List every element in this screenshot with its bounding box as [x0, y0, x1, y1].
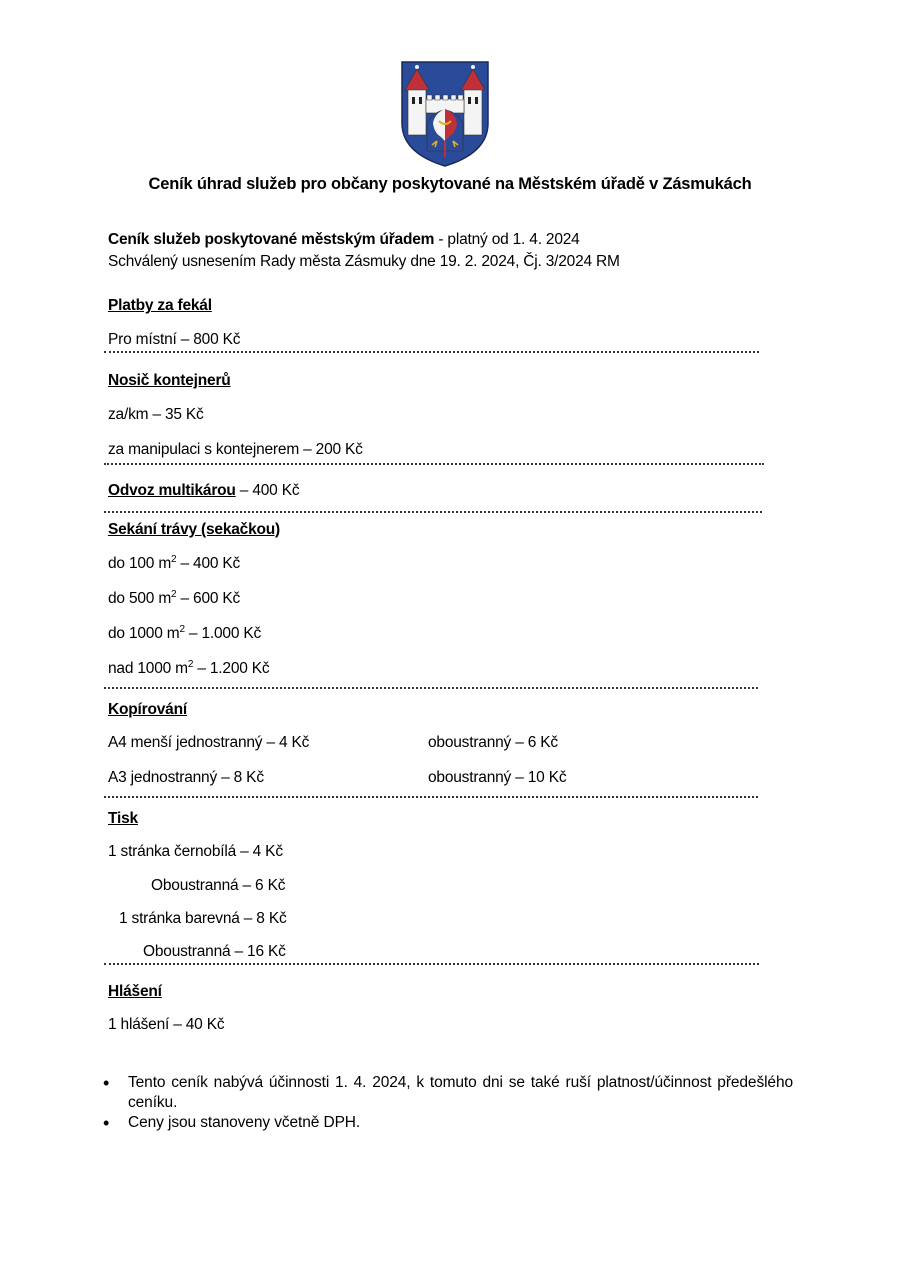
- price-item: Pro místní – 800 Kč: [108, 331, 241, 348]
- price-item-multikara: [108, 482, 299, 500]
- area-price: – 1.200 Kč: [193, 660, 270, 677]
- note-text: Tento ceník nabývá účinnosti 1. 4. 2024, k tomuto dni se také ruší platnost/účinnost předešlého ceníku.: [128, 1074, 793, 1111]
- price-item: 1 hlášení – 40 Kč: [108, 1016, 225, 1033]
- price-item: 1 stránka barevná – 8 Kč: [119, 910, 287, 927]
- section-heading-sekani: Sekání trávy (sekačkou): [108, 521, 281, 538]
- price-item: Oboustranná – 16 Kč: [143, 943, 286, 960]
- page-title: Ceník úhrad služeb pro občany poskytované na Městském úřadě v Zásmukách: [148, 175, 752, 193]
- dotted-divider: [104, 463, 764, 465]
- intro-bold: Ceník služeb poskytované městským úřadem: [108, 231, 435, 248]
- intro-line-2: Schválený usnesením Rady města Zásmuky dne 19. 2. 2024, Čj. 3/2024 RM: [108, 253, 620, 270]
- dotted-divider: [104, 796, 758, 798]
- superscript: 2: [179, 624, 185, 635]
- section-heading-hlaseni: Hlášení: [108, 983, 162, 1000]
- price-item: [108, 590, 240, 608]
- section-heading-multikara: Odvoz multikárou: [108, 482, 236, 499]
- bullet-icon: •: [103, 1113, 110, 1133]
- intro-validity: - platný od 1. 4. 2024: [434, 231, 580, 248]
- price-item: oboustranný – 10 Kč: [428, 769, 567, 786]
- price-item: za manipulaci s kontejnerem – 200 Kč: [108, 441, 363, 458]
- section-heading-fekal: Platby za fekál: [108, 297, 212, 314]
- price-item: Oboustranná – 6 Kč: [151, 877, 286, 894]
- dotted-divider: [104, 511, 762, 513]
- price-item: [108, 625, 261, 643]
- area-label: do 100 m: [108, 555, 172, 572]
- dotted-divider: [104, 351, 759, 353]
- dotted-divider: [104, 687, 758, 689]
- price-item: [108, 555, 240, 573]
- section-heading-tisk: Tisk: [108, 810, 138, 827]
- price-item: A3 jednostranný – 8 Kč: [108, 769, 264, 786]
- coat-of-arms-icon: [401, 61, 489, 167]
- multikara-price: – 400 Kč: [235, 482, 300, 499]
- bullet-icon: •: [103, 1073, 110, 1093]
- price-item: [108, 660, 269, 678]
- note-item: [103, 1113, 793, 1133]
- note-text: Ceny jsou stanoveny včetně DPH.: [128, 1114, 361, 1131]
- section-heading-kontejnery: Nosič kontejnerů: [108, 372, 231, 389]
- superscript: 2: [171, 589, 177, 600]
- area-price: – 400 Kč: [176, 555, 241, 572]
- notes-list: [103, 1073, 793, 1133]
- area-label: nad 1000 m: [108, 660, 188, 677]
- intro-line-1: [108, 231, 580, 249]
- area-label: do 500 m: [108, 590, 172, 607]
- price-item: 1 stránka černobílá – 4 Kč: [108, 843, 283, 860]
- note-item: [103, 1073, 793, 1113]
- price-item: za/km – 35 Kč: [108, 406, 204, 423]
- left-tower: [408, 89, 426, 135]
- area-price: – 600 Kč: [176, 590, 241, 607]
- area-label: do 1000 m: [108, 625, 180, 642]
- section-heading-kopirovani: Kopírování: [108, 701, 187, 718]
- price-item: oboustranný – 6 Kč: [428, 734, 558, 751]
- superscript: 2: [171, 554, 177, 565]
- price-item: A4 menší jednostranný – 4 Kč: [108, 734, 310, 751]
- area-price: – 1.000 Kč: [184, 625, 262, 642]
- right-tower: [464, 89, 482, 135]
- dotted-divider: [104, 963, 759, 965]
- superscript: 2: [187, 659, 194, 670]
